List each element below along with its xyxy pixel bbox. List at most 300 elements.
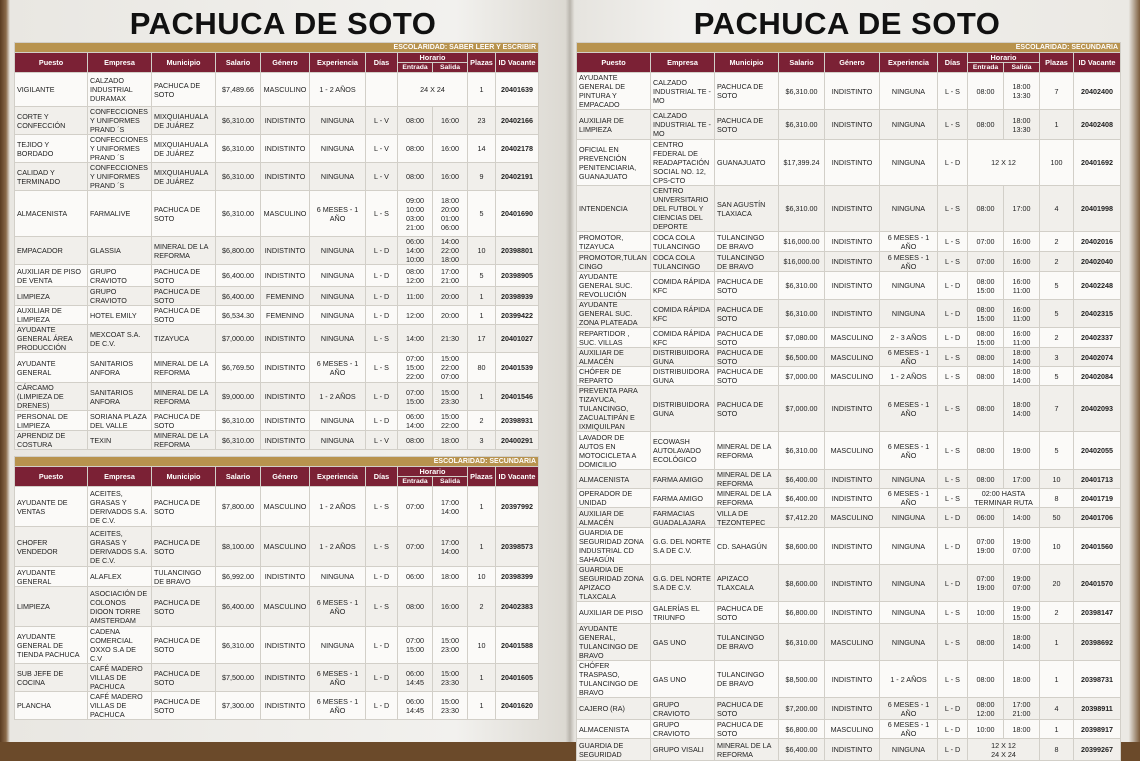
cell-salario: $7,080.00 [779,328,825,348]
cell-experiencia: 1 - 2 AÑOS [310,487,366,527]
schooling-band: ESCOLARIDAD: SECUNDARIA [15,457,539,467]
cell-empresa: CONFECCIONES Y UNIFORMES PRAND ´S [88,107,152,135]
table-row [15,191,539,237]
cell-salario: $6,310.00 [779,432,825,470]
cell-dias: L - V [366,107,398,135]
cell-id-vacante: 20399422 [496,306,539,325]
header-salario: Salario [779,53,825,73]
cell-dias: L - D [366,627,398,664]
table-row [577,470,1121,489]
header-horario: Horario [968,53,1040,63]
cell-genero: INDISTINTO [261,627,310,664]
cell-plazas: 5 [1040,300,1074,328]
table-row [577,386,1121,432]
cell-puesto: ALMACENISTA [15,191,88,237]
cell-dias: L - D [938,528,968,565]
header-genero: Género [825,53,880,73]
cell-entrada: 06:00 [398,567,433,587]
cell-empresa: ALAFLEX [88,567,152,587]
cell-entrada: 08:00 [398,431,433,450]
cell-municipio: PACHUCA DE SOTO [152,664,216,692]
cell-plazas: 14 [468,135,496,163]
cell-dias: L - S [366,353,398,383]
cell-puesto: AYUDANTE GENERAL DE PINTURA Y EMPACADO [577,73,651,110]
header-empresa: Empresa [651,53,715,73]
cell-entrada: 06:00 [968,508,1004,528]
cell-dias: L - S [938,232,968,252]
cell-genero: MASCULINO [261,191,310,237]
cell-experiencia: NINGUNA [880,140,938,186]
header-id-vacante: ID Vacante [1074,53,1121,73]
cell-entrada: 08:00 [968,186,1004,232]
cell-entrada: 07:00 [968,232,1004,252]
cell-genero: MASCULINO [825,328,880,348]
table-row [15,487,539,527]
cell-salario: $6,310.00 [779,110,825,140]
jobs-table-saber-leer [14,42,539,450]
table-row [577,528,1121,565]
cell-empresa: ACEITES, GRASAS Y DERIVADOS S.A. DE C.V. [88,487,152,527]
cell-genero: INDISTINTO [261,265,310,287]
cell-municipio: MINERAL DE LA REFORMA [152,237,216,265]
cell-salario: $7,000.00 [779,386,825,432]
cell-salario: $7,300.00 [216,692,261,720]
cell-salario: $16,000.00 [779,232,825,252]
cell-id-vacante: 20402040 [1074,252,1121,272]
table-row [577,232,1121,252]
cell-plazas: 9 [468,163,496,191]
table-row [577,508,1121,528]
cell-plazas: 2 [468,587,496,627]
cell-salida: 20:00 [433,306,468,325]
cell-genero: INDISTINTO [825,252,880,272]
cell-genero: INDISTINTO [825,602,880,624]
cell-genero: INDISTINTO [261,567,310,587]
cell-puesto: CALIDAD Y TERMINADO [15,163,88,191]
cell-experiencia: NINGUNA [310,107,366,135]
cell-municipio: MIXQUIAHUALA DE JUÁREZ [152,163,216,191]
cell-entrada: 08:00 12:00 [398,265,433,287]
cell-entrada: 08:00 [398,107,433,135]
cell-experiencia: NINGUNA [880,508,938,528]
cell-salida: 18:00 [1004,720,1040,739]
cell-municipio: PACHUCA DE SOTO [715,272,779,300]
cell-genero: MASCULINO [261,587,310,627]
cell-dias: L - D [938,300,968,328]
cell-municipio: PACHUCA DE SOTO [152,692,216,720]
table-row [577,328,1121,348]
header-plazas: Plazas [1040,53,1074,73]
cell-genero: INDISTINTO [825,232,880,252]
header-puesto: Puesto [15,53,88,73]
cell-plazas: 5 [468,191,496,237]
cell-genero: INDISTINTO [261,411,310,431]
cell-empresa: GAS UNO [651,661,715,698]
cell-dias: L - D [938,698,968,720]
cell-salario: $6,310.00 [216,163,261,191]
cell-salida: 19:00 15:00 [1004,602,1040,624]
table-row [577,252,1121,272]
cell-puesto: AUXILIAR DE ALMACÉN [577,508,651,528]
cell-salario: $6,769.50 [216,353,261,383]
cell-salario: $6,800.00 [779,602,825,624]
cell-id-vacante: 20402074 [1074,348,1121,367]
header-salida: Salida [433,477,468,487]
cell-municipio: SAN AGUSTÍN TLAXIACA [715,186,779,232]
cell-experiencia: NINGUNA [310,163,366,191]
cell-salario: $6,400.00 [779,470,825,489]
table-row [15,73,539,107]
cell-municipio: PACHUCA DE SOTO [152,191,216,237]
cell-genero: INDISTINTO [825,186,880,232]
cell-dias: L - D [938,140,968,186]
cell-id-vacante: 20398905 [496,265,539,287]
cell-salida: 16:00 [1004,252,1040,272]
cell-empresa: COMIDA RÁPIDA KFC [651,272,715,300]
cell-dias: L - D [366,306,398,325]
cell-municipio: APIZACO TLAXCALA [715,565,779,602]
cell-plazas: 100 [1040,140,1074,186]
cell-entrada: 08:00 12:00 [968,698,1004,720]
cell-horario: 24 X 24 [398,73,468,107]
cell-id-vacante: 20401719 [1074,489,1121,508]
cell-salida: 17:00 14:00 [433,487,468,527]
header-dias: Días [366,53,398,73]
cell-municipio: MIXQUIAHUALA DE JUÁREZ [152,135,216,163]
cell-id-vacante: 20401713 [1074,470,1121,489]
cell-empresa: COCA COLA TULANCINGO [651,252,715,272]
cell-experiencia: 1 - 2 AÑOS [310,73,366,107]
cell-salario: $16,000.00 [779,252,825,272]
cell-puesto: AYUDANTE DE VENTAS [15,487,88,527]
cell-id-vacante: 20401588 [496,627,539,664]
cell-municipio: PACHUCA DE SOTO [715,348,779,367]
cell-empresa: ASOCIACIÓN DE COLONOS DIOON TORRE AMSTERDAM [88,587,152,627]
cell-municipio: PACHUCA DE SOTO [152,287,216,306]
cell-puesto: PERSONAL DE LIMPIEZA [15,411,88,431]
cell-genero: INDISTINTO [261,135,310,163]
cell-puesto: CAJERO (RA) [577,698,651,720]
cell-id-vacante: 20402016 [1074,232,1121,252]
cell-plazas: 8 [1040,489,1074,508]
cell-salario: $6,992.00 [216,567,261,587]
cell-plazas: 7 [1040,386,1074,432]
cell-entrada: 06:00 14:45 [398,692,433,720]
cell-plazas: 80 [468,353,496,383]
cell-entrada: 10:00 [968,602,1004,624]
cell-experiencia: 6 MESES - 1 AÑO [880,348,938,367]
cell-puesto: EMPACADOR [15,237,88,265]
cell-salida: 18:00 [1004,661,1040,698]
cell-municipio: TULANCINGO DE BRAVO [715,624,779,661]
cell-municipio: GUANAJUATO [715,140,779,186]
table-row [577,602,1121,624]
cell-salida: 20:00 [433,287,468,306]
cell-entrada: 08:00 15:00 [968,272,1004,300]
cell-municipio: PACHUCA DE SOTO [715,367,779,386]
cell-plazas: 5 [1040,432,1074,470]
table-row [15,664,539,692]
cell-entrada: 07:00 [398,527,433,567]
cell-dias: L - D [938,508,968,528]
cell-municipio: MINERAL DE LA REFORMA [152,353,216,383]
cell-municipio: MINERAL DE LA REFORMA [152,431,216,450]
cell-plazas: 7 [1040,73,1074,110]
table-row [15,383,539,411]
cell-dias: L - V [366,431,398,450]
cell-dias: L - S [938,348,968,367]
cell-salario: $6,400.00 [779,739,825,761]
cell-plazas: 1 [468,73,496,107]
cell-puesto: OPERADOR DE UNIDAD [577,489,651,508]
cell-empresa: GAS UNO [651,624,715,661]
cell-dias: L - S [366,527,398,567]
cell-entrada: 08:00 [968,432,1004,470]
header-puesto: Puesto [15,467,88,487]
cell-puesto: CHÓFER DE REPARTO [577,367,651,386]
cell-entrada: 07:00 15:00 22:00 [398,353,433,383]
cell-puesto: AUXILIAR DE LIMPIEZA [577,110,651,140]
cell-plazas: 1 [1040,110,1074,140]
cell-genero: INDISTINTO [261,325,310,353]
cell-genero: MASCULINO [261,487,310,527]
cell-puesto: AYUDANTE GENERAL, TULANCINGO DE BRAVO [577,624,651,661]
cell-plazas: 17 [468,325,496,353]
table-row [577,140,1121,186]
cell-plazas: 1 [468,692,496,720]
cell-entrada: 06:00 14:00 10:00 [398,237,433,265]
header-empresa: Empresa [88,467,152,487]
cell-entrada: 09:00 10:00 03:00 21:00 [398,191,433,237]
cell-genero: INDISTINTO [825,565,880,602]
cell-id-vacante: 20401605 [496,664,539,692]
cell-empresa: GLASSIA [88,237,152,265]
table-row [577,432,1121,470]
cell-puesto: OFICIAL EN PREVENCIÓN PENITENCIARIA, GUANAJUATO [577,140,651,186]
cell-dias: L - D [366,265,398,287]
cell-genero: INDISTINTO [825,739,880,761]
cell-salario: $7,800.00 [216,487,261,527]
cell-genero: INDISTINTO [825,698,880,720]
cell-salida: 14:00 22:00 18:00 [433,237,468,265]
cell-municipio: PACHUCA DE SOTO [152,487,216,527]
cell-municipio: PACHUCA DE SOTO [715,328,779,348]
cell-genero: INDISTINTO [825,272,880,300]
cell-salario: $6,800.00 [216,237,261,265]
cell-municipio: TULANCINGO DE BRAVO [715,661,779,698]
cell-salario: $17,399.24 [779,140,825,186]
cell-experiencia: NINGUNA [880,565,938,602]
cell-dias: L - S [366,191,398,237]
right-page [572,0,1122,759]
header-municipio: Municipio [152,53,216,73]
cell-plazas: 1 [468,527,496,567]
header-dias: Días [366,467,398,487]
cell-entrada: 07:00 19:00 [968,528,1004,565]
cell-experiencia: 6 MESES - 1 AÑO [880,720,938,739]
table-row [577,348,1121,367]
cell-plazas: 23 [468,107,496,135]
cell-empresa: DISTRIBUIDORA GUNA [651,348,715,367]
cell-puesto: INTENDENCIA [577,186,651,232]
cell-dias: L - S [938,661,968,698]
cell-municipio: TULANCINGO DE BRAVO [715,252,779,272]
cell-municipio: MINERAL DE LA REFORMA [715,739,779,761]
cell-salario: $6,400.00 [216,287,261,306]
header-puesto: Puesto [577,53,651,73]
cell-salario: $6,500.00 [779,348,825,367]
cell-experiencia: 6 MESES - 1 AÑO [880,698,938,720]
cell-empresa: TEXIN [88,431,152,450]
cell-empresa: GRUPO CRAVIOTO [651,720,715,739]
header-empresa: Empresa [88,53,152,73]
cell-plazas: 10 [468,567,496,587]
cell-salario: $7,000.00 [779,367,825,386]
schooling-band: ESCOLARIDAD: SABER LEER Y ESCRIBIR [15,43,539,53]
cell-plazas: 10 [1040,470,1074,489]
cell-municipio: MINERAL DE LA REFORMA [152,383,216,411]
cell-id-vacante: 20402408 [1074,110,1121,140]
cell-puesto: AYUDANTE GENERAL [15,353,88,383]
header-id-vacante: ID Vacante [496,467,539,487]
cell-id-vacante: 20398692 [1074,624,1121,661]
cell-empresa: CAFÉ MADERO VILLAS DE PACHUCA [88,692,152,720]
cell-plazas: 1 [468,664,496,692]
cell-empresa: CAFÉ MADERO VILLAS DE PACHUCA [88,664,152,692]
table-row [15,692,539,720]
cell-dias [366,73,398,107]
cell-salida: 16:00 11:00 [1004,328,1040,348]
cell-dias: L - S [938,386,968,432]
cell-experiencia: NINGUNA [880,602,938,624]
cell-salario: $7,200.00 [779,698,825,720]
cell-salida: 18:00 14:00 [1004,348,1040,367]
cell-municipio: VILLA DE TEZONTEPEC [715,508,779,528]
cell-salida: 15:00 23:30 [433,692,468,720]
cell-entrada: 08:00 [968,367,1004,386]
cell-horario: 02:00 HASTA TERMINAR RUTA [968,489,1040,508]
cell-experiencia: NINGUNA [310,265,366,287]
cell-empresa: COMIDA RÁPIDA KFC [651,300,715,328]
cell-id-vacante: 20402084 [1074,367,1121,386]
cell-experiencia: 1 - 2 AÑOS [310,527,366,567]
cell-id-vacante: 20402337 [1074,328,1121,348]
cell-salida: 17:00 21:00 [433,265,468,287]
cell-salida: 18:00 14:00 [1004,367,1040,386]
cell-dias: L - S [938,73,968,110]
cell-entrada: 08:00 [968,470,1004,489]
cell-entrada: 08:00 [398,163,433,191]
cell-genero: MASCULINO [825,432,880,470]
cell-experiencia: NINGUNA [310,306,366,325]
cell-puesto: AUXILIAR DE PISO [577,602,651,624]
cell-experiencia: 1 - 2 AÑOS [880,367,938,386]
cell-experiencia: NINGUNA [310,627,366,664]
cell-dias: L - D [938,739,968,761]
cell-id-vacante: 20398939 [496,287,539,306]
header-entrada: Entrada [398,63,433,73]
cell-entrada: 06:00 14:45 [398,664,433,692]
cell-salida: 15:00 22:00 07:00 [433,353,468,383]
cell-experiencia: 6 MESES - 1 AÑO [880,252,938,272]
cell-genero: MASCULINO [261,73,310,107]
cell-genero: INDISTINTO [825,470,880,489]
cell-salario: $7,412.20 [779,508,825,528]
cell-id-vacante: 20401560 [1074,528,1121,565]
cell-puesto: AUXILIAR DE PISO DE VENTA [15,265,88,287]
cell-dias: L - D [366,383,398,411]
cell-id-vacante: 20401620 [496,692,539,720]
cell-municipio: MINERAL DE LA REFORMA [715,470,779,489]
cell-salida: 21:30 [433,325,468,353]
header-plazas: Plazas [468,53,496,73]
cell-plazas: 1 [1040,720,1074,739]
cell-municipio: TIZAYUCA [152,325,216,353]
cell-puesto: LAVADOR DE AUTOS EN MOTOCICLETA A DOMICILIO [577,432,651,470]
cell-entrada: 08:00 [968,110,1004,140]
cell-dias: L - S [366,325,398,353]
cell-salario: $6,400.00 [216,587,261,627]
cell-entrada: 07:00 [398,487,433,527]
cell-dias: L - S [938,367,968,386]
cell-empresa: DISTRIBUIDORA GUNA [651,386,715,432]
cell-puesto: AUXILIAR DE ALMACÉN [577,348,651,367]
cell-entrada: 10:00 [968,720,1004,739]
table-row [15,287,539,306]
table-row [577,661,1121,698]
cell-salida: 15:00 23:30 [433,383,468,411]
cell-experiencia: NINGUNA [310,325,366,353]
cell-genero: INDISTINTO [825,300,880,328]
cell-salida: 18:00 13:30 [1004,73,1040,110]
cell-dias: L - S [938,110,968,140]
cell-experiencia: NINGUNA [880,73,938,110]
cell-experiencia: 1 - 2 AÑOS [310,383,366,411]
table-row [15,265,539,287]
cell-experiencia: NINGUNA [880,739,938,761]
cell-entrada: 08:00 [398,587,433,627]
cell-puesto: CÁRCAMO (LIMPIEZA DE DRENES) [15,383,88,411]
header-entrada: Entrada [968,63,1004,73]
table-row [15,237,539,265]
cell-salida: 16:00 [433,107,468,135]
cell-puesto: AYUDANTE GENERAL DE TIENDA PACHUCA [15,627,88,664]
cell-genero: INDISTINTO [825,110,880,140]
table-row [577,739,1121,761]
cell-municipio: TULANCINGO DE BRAVO [715,232,779,252]
cell-puesto: ALMACENISTA [577,720,651,739]
cell-plazas: 2 [1040,328,1074,348]
table-row [15,567,539,587]
cell-plazas: 10 [468,237,496,265]
cell-empresa: MEXCOAT S.A. DE C.V. [88,325,152,353]
cell-puesto: CHOFER VENDEDOR [15,527,88,567]
table-row [15,627,539,664]
cell-genero: INDISTINTO [261,353,310,383]
cell-entrada: 08:00 [968,624,1004,661]
header-salida: Salida [433,63,468,73]
cell-id-vacante: 20398917 [1074,720,1121,739]
cell-experiencia: NINGUNA [880,300,938,328]
table-row [577,272,1121,300]
cell-experiencia: NINGUNA [310,411,366,431]
cell-salario: $6,400.00 [216,265,261,287]
header-plazas: Plazas [468,467,496,487]
cell-puesto: LIMPIEZA [15,287,88,306]
cell-experiencia: NINGUNA [310,431,366,450]
cell-plazas: 1 [468,306,496,325]
cell-experiencia: 6 MESES - 1 AÑO [880,232,938,252]
